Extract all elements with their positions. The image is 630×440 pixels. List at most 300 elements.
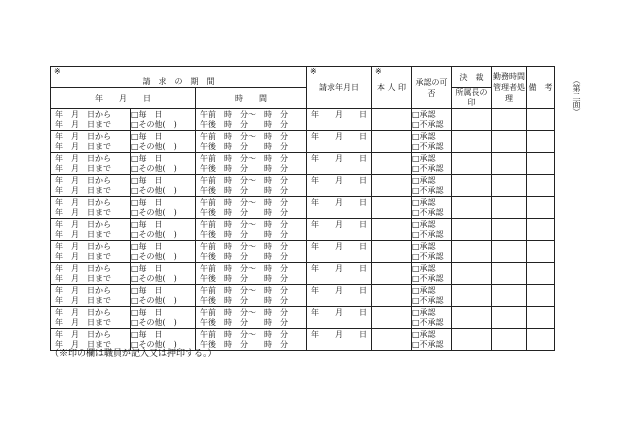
approval-cell[interactable] [412,197,452,219]
seal-cell-bottom [372,208,411,218]
remarks-cell-bottom [527,318,554,328]
remarks-cell-top [527,220,554,230]
seal-cell-bottom [372,164,411,174]
frequency-cell-top: □毎 日 [131,241,163,251]
frequency-cell[interactable] [131,153,196,175]
approval-cell[interactable] [412,329,452,351]
approval-cell[interactable] [412,307,452,329]
remarks-cell[interactable] [527,285,555,307]
decision-cell-top [452,198,491,208]
remarks-cell[interactable] [527,197,555,219]
date-range-cell-top: 年 月 日から [55,219,111,229]
decision-cell[interactable] [452,263,492,285]
time-range-cell-bottom: 午後 時 分 時 分 [200,317,288,327]
work-manager-cell-top [492,198,526,208]
date-range-cell-bottom: 年 月 日まで [55,229,111,239]
time-range-cell-top: 午前 時 分～ 時 分 [200,329,288,339]
decision-cell-bottom [452,208,491,218]
remarks-cell-bottom [527,274,554,284]
seal-cell-bottom [372,274,411,284]
request-date-cell-bottom [311,296,371,306]
decision-header: 決 裁 [452,67,492,88]
date-range-cell-top: 年 月 日から [55,329,111,339]
approval-cell-top: □承認 [412,285,436,295]
time-range-cell[interactable] [196,153,307,175]
request-date-cell-top: 年 月 日 [311,197,367,207]
approval-cell-bottom: □不承認 [412,317,444,327]
approval-cell-top: □承認 [412,197,436,207]
frequency-cell[interactable] [131,131,196,153]
approval-cell-top: □承認 [412,263,436,273]
seal-label: 本 人 印 [376,83,407,92]
seal-header [372,67,412,109]
frequency-cell-bottom: □その他( ) [131,141,177,151]
decision-cell[interactable] [452,175,492,197]
request-date-cell-bottom [311,142,371,152]
time-range-cell[interactable] [196,197,307,219]
work-manager-cell-bottom [492,296,526,306]
frequency-cell[interactable] [131,285,196,307]
time-subheader: 時 間 [196,88,307,109]
seal-cell-top [372,154,411,164]
seal-cell-bottom [372,318,411,328]
date-range-cell-top: 年 月 日から [55,109,111,119]
seal-cell[interactable] [372,285,412,307]
date-range-cell[interactable] [51,197,131,219]
remarks-cell-top [527,198,554,208]
date-range-cell-bottom: 年 月 日まで [55,251,111,261]
frequency-cell-bottom: □その他( ) [131,251,177,261]
frequency-cell[interactable] [131,219,196,241]
footnote: （※印の欄は職員が記入又は押印する。） [50,349,217,359]
frequency-cell-top: □毎 日 [131,307,163,317]
decision-cell-bottom [452,120,491,130]
time-range-cell[interactable] [196,131,307,153]
request-date-cell-top: 年 月 日 [311,329,367,339]
approval-cell-top: □承認 [412,329,436,339]
time-range-cell-top: 午前 時 分～ 時 分 [200,131,288,141]
time-range-cell-bottom: 午後 時 分 時 分 [200,141,288,151]
work-manager-cell[interactable] [492,329,527,351]
seal-cell-top [372,286,411,296]
seal-cell-bottom [372,186,411,196]
decision-cell[interactable] [452,329,492,351]
request-date-cell-top: 年 月 日 [311,285,367,295]
remarks-cell-top [527,308,554,318]
date-range-cell[interactable] [51,175,131,197]
request-date-cell-bottom [311,120,371,130]
request-date-cell[interactable] [307,131,372,153]
frequency-cell-bottom: □その他( ) [131,185,177,195]
date-range-cell[interactable] [51,263,131,285]
decision-cell[interactable] [452,131,492,153]
approval-cell[interactable] [412,153,452,175]
remarks-cell[interactable] [527,241,555,263]
request-date-cell[interactable] [307,109,372,131]
request-date-cell[interactable] [307,175,372,197]
request-date-cell-bottom [311,340,371,350]
request-date-header [307,67,372,109]
frequency-cell[interactable] [131,197,196,219]
work-manager-cell-bottom [492,142,526,152]
time-range-cell-bottom: 午後 時 分 時 分 [200,251,288,261]
date-range-cell-bottom: 年 月 日まで [55,207,111,217]
request-date-cell-top: 年 月 日 [311,263,367,273]
work-manager-cell-bottom [492,340,526,350]
decision-cell-top [452,132,491,142]
request-date-cell-bottom [311,230,371,240]
decision-cell-bottom [452,164,491,174]
decision-cell[interactable] [452,241,492,263]
frequency-cell-bottom: □その他( ) [131,273,177,283]
work-manager-cell[interactable] [492,241,527,263]
table-row [51,131,572,153]
remarks-cell-top [527,176,554,186]
frequency-cell[interactable] [131,241,196,263]
frequency-cell-top: □毎 日 [131,197,163,207]
time-range-cell-bottom: 午後 時 分 時 分 [200,295,288,305]
seal-cell[interactable] [372,109,412,131]
decision-cell-top [452,308,491,318]
time-range-cell[interactable] [196,175,307,197]
request-date-cell[interactable] [307,263,372,285]
frequency-cell-top: □毎 日 [131,175,163,185]
frequency-cell-top: □毎 日 [131,131,163,141]
date-range-cell-bottom: 年 月 日まで [55,339,111,349]
period-title: 請 求 の 期 間 [142,77,215,86]
date-range-cell[interactable] [51,131,131,153]
request-date-cell-bottom [311,164,371,174]
seal-cell-top [372,242,411,252]
decision-cell-bottom [452,296,491,306]
date-range-cell-top: 年 月 日から [55,263,111,273]
time-range-cell[interactable] [196,109,307,131]
seal-cell[interactable] [372,329,412,351]
request-date-cell[interactable] [307,153,372,175]
seal-cell-top [372,330,411,340]
remarks-cell[interactable] [527,131,555,153]
request-date-cell-bottom [311,208,371,218]
request-date-cell[interactable] [307,307,372,329]
request-date-cell[interactable] [307,329,372,351]
approval-cell-bottom: □不承認 [412,207,444,217]
work-manager-cell[interactable] [492,197,527,219]
request-date-cell-top: 年 月 日 [311,131,367,141]
time-range-cell-bottom: 午後 時 分 時 分 [200,229,288,239]
mark-period: ※ [54,67,61,76]
date-range-cell-top: 年 月 日から [55,131,111,141]
remarks-cell-bottom [527,296,554,306]
work-manager-cell-bottom [492,230,526,240]
request-date-label: 請求年月日 [319,83,359,92]
approval-cell-top: □承認 [412,219,436,229]
request-date-cell-bottom [311,252,371,262]
remarks-cell[interactable] [527,307,555,329]
seal-cell-top [372,220,411,230]
decision-cell[interactable] [452,153,492,175]
date-range-cell[interactable] [51,307,131,329]
seal-cell-bottom [372,230,411,240]
date-subheader: 年 月 日 [51,88,196,109]
request-date-cell-top: 年 月 日 [311,307,367,317]
work-manager-cell-top [492,308,526,318]
remarks-cell-bottom [527,142,554,152]
remarks-cell-top [527,110,554,120]
seal-cell-top [372,176,411,186]
time-range-cell-top: 午前 時 分～ 時 分 [200,219,288,229]
frequency-cell[interactable] [131,109,196,131]
approval-cell-bottom: □不承認 [412,141,444,151]
decision-cell[interactable] [452,219,492,241]
decision-cell-bottom [452,230,491,240]
decision-cell[interactable] [452,307,492,329]
request-date-cell[interactable] [307,197,372,219]
decision-cell[interactable] [452,109,492,131]
decision-cell-bottom [452,252,491,262]
approval-cell-bottom: □不承認 [412,185,444,195]
frequency-cell-top: □毎 日 [131,329,163,339]
request-date-cell[interactable] [307,219,372,241]
work-manager-cell-bottom [492,186,526,196]
time-range-cell-top: 午前 時 分～ 時 分 [200,109,288,119]
work-manager-cell-bottom [492,274,526,284]
remarks-header: 備 考 [527,67,555,109]
time-range-cell[interactable] [196,219,307,241]
approval-cell-top: □承認 [412,241,436,251]
work-manager-cell[interactable] [492,285,527,307]
remarks-cell-bottom [527,252,554,262]
approval-cell[interactable] [412,263,452,285]
remarks-cell[interactable] [527,175,555,197]
seal-cell-top [372,132,411,142]
table-row [51,153,572,175]
decision-cell-top [452,110,491,120]
time-range-cell-bottom: 午後 時 分 時 分 [200,163,288,173]
seal-cell[interactable] [372,197,412,219]
work-manager-cell-top [492,132,526,142]
approval-cell-bottom: □不承認 [412,339,444,349]
remarks-cell-bottom [527,164,554,174]
date-range-cell-bottom: 年 月 日まで [55,295,111,305]
table-row [51,307,572,329]
remarks-cell-top [527,132,554,142]
time-range-cell[interactable] [196,263,307,285]
remarks-cell[interactable] [527,109,555,131]
time-range-cell-bottom: 午後 時 分 時 分 [200,273,288,283]
decision-cell-bottom [452,340,491,350]
time-range-cell[interactable] [196,241,307,263]
time-range-cell-top: 午前 時 分～ 時 分 [200,153,288,163]
decision-cell-top [452,220,491,230]
request-date-cell-top: 年 月 日 [311,175,367,185]
mark-seal: ※ [375,67,382,76]
frequency-cell-bottom: □その他( ) [131,119,177,129]
work-manager-cell-bottom [492,252,526,262]
request-date-cell[interactable] [307,241,372,263]
seal-cell-top [372,198,411,208]
time-range-cell-bottom: 午後 時 分 時 分 [200,207,288,217]
seal-cell-bottom [372,120,411,130]
date-range-cell-bottom: 年 月 日まで [55,119,111,129]
frequency-cell[interactable] [131,263,196,285]
approval-cell-bottom: □不承認 [412,295,444,305]
time-range-cell-top: 午前 時 分～ 時 分 [200,263,288,273]
time-range-cell-top: 午前 時 分～ 時 分 [200,241,288,251]
remarks-cell[interactable] [527,263,555,285]
work-manager-cell-top [492,110,526,120]
table-row [51,285,572,307]
seal-cell[interactable] [372,131,412,153]
seal-cell-bottom [372,296,411,306]
table-row [51,175,572,197]
work-manager-cell-top [492,330,526,340]
frequency-cell-bottom: □その他( ) [131,339,177,349]
remarks-cell-bottom [527,186,554,196]
seal-cell-bottom [372,340,411,350]
date-range-cell[interactable] [51,219,131,241]
decision-cell-top [452,264,491,274]
work-manager-cell-top [492,154,526,164]
approval-cell[interactable] [412,219,452,241]
approval-cell[interactable] [412,131,452,153]
approval-cell-bottom: □不承認 [412,119,444,129]
request-date-cell-top: 年 月 日 [311,153,367,163]
work-manager-cell[interactable] [492,131,527,153]
approval-cell[interactable] [412,241,452,263]
mark-request-date: ※ [310,67,317,76]
request-date-cell-top: 年 月 日 [311,241,367,251]
remarks-cell-bottom [527,230,554,240]
seal-cell-top [372,264,411,274]
table-row [51,263,572,285]
work-manager-header: 勤務時間管理者処理 [492,67,527,109]
work-manager-cell[interactable] [492,263,527,285]
work-manager-cell-top [492,286,526,296]
decision-cell[interactable] [452,197,492,219]
time-range-cell[interactable] [196,285,307,307]
time-range-cell[interactable] [196,307,307,329]
frequency-cell-bottom: □その他( ) [131,207,177,217]
date-range-cell-top: 年 月 日から [55,285,111,295]
request-date-cell-top: 年 月 日 [311,109,367,119]
date-range-cell-bottom: 年 月 日まで [55,317,111,327]
frequency-cell[interactable] [131,307,196,329]
seal-cell[interactable] [372,241,412,263]
remarks-cell-bottom [527,120,554,130]
approval-cell-bottom: □不承認 [412,273,444,283]
request-form-table [50,66,572,351]
time-range-cell-top: 午前 時 分～ 時 分 [200,197,288,207]
remarks-cell-bottom [527,208,554,218]
period-header [51,67,307,88]
work-manager-cell-bottom [492,164,526,174]
table-row [51,219,572,241]
request-date-cell-top: 年 月 日 [311,219,367,229]
frequency-cell[interactable] [131,175,196,197]
frequency-cell-bottom: □その他( ) [131,229,177,239]
seal-cell[interactable] [372,263,412,285]
date-range-cell[interactable] [51,285,131,307]
date-range-cell[interactable] [51,241,131,263]
work-manager-cell-bottom [492,208,526,218]
decision-cell-top [452,242,491,252]
seal-cell-bottom [372,142,411,152]
seal-cell-top [372,308,411,318]
work-manager-cell[interactable] [492,307,527,329]
remarks-cell-bottom [527,340,554,350]
work-manager-cell-bottom [492,318,526,328]
frequency-cell-bottom: □その他( ) [131,317,177,327]
work-manager-cell[interactable] [492,219,527,241]
approval-cell[interactable] [412,285,452,307]
remarks-cell-top [527,242,554,252]
decision-cell[interactable] [452,285,492,307]
side-gap [555,67,572,351]
date-range-cell[interactable] [51,109,131,131]
date-range-cell-bottom: 年 月 日まで [55,163,111,173]
approval-cell-bottom: □不承認 [412,229,444,239]
work-manager-cell[interactable] [492,175,527,197]
time-range-cell-top: 午前 時 分～ 時 分 [200,285,288,295]
approval-cell[interactable] [412,109,452,131]
time-range-cell-top: 午前 時 分～ 時 分 [200,175,288,185]
date-range-cell-bottom: 年 月 日まで [55,141,111,151]
decision-sub-header: 所属長の印 [452,88,492,109]
frequency-cell-top: □毎 日 [131,153,163,163]
work-manager-cell[interactable] [492,109,527,131]
date-range-cell-top: 年 月 日から [55,175,111,185]
frequency-cell-top: □毎 日 [131,263,163,273]
remarks-cell-top [527,330,554,340]
time-range-cell-top: 午前 時 分～ 時 分 [200,307,288,317]
decision-cell-top [452,286,491,296]
frequency-cell-top: □毎 日 [131,219,163,229]
side-page-label: （第二面） [572,76,581,116]
table-row [51,197,572,219]
remarks-cell[interactable] [527,219,555,241]
date-range-cell-bottom: 年 月 日まで [55,273,111,283]
table-row [51,241,572,263]
request-date-cell[interactable] [307,285,372,307]
remarks-cell[interactable] [527,153,555,175]
seal-cell[interactable] [372,153,412,175]
date-range-cell-top: 年 月 日から [55,153,111,163]
approval-cell-top: □承認 [412,109,436,119]
seal-cell[interactable] [372,175,412,197]
decision-cell-bottom [452,186,491,196]
decision-cell-top [452,330,491,340]
approval-cell-top: □承認 [412,307,436,317]
approval-cell[interactable] [412,175,452,197]
decision-cell-bottom [452,274,491,284]
decision-cell-bottom [452,318,491,328]
date-range-cell[interactable] [51,153,131,175]
decision-cell-bottom [452,142,491,152]
seal-cell-bottom [372,252,411,262]
seal-cell[interactable] [372,307,412,329]
frequency-cell-bottom: □その他( ) [131,295,177,305]
seal-cell[interactable] [372,219,412,241]
date-range-cell-top: 年 月 日から [55,197,111,207]
remarks-cell-top [527,264,554,274]
work-manager-cell-top [492,220,526,230]
seal-cell-top [372,110,411,120]
approval-cell-bottom: □不承認 [412,251,444,261]
approval-cell-bottom: □不承認 [412,163,444,173]
remarks-cell-top [527,286,554,296]
remarks-cell[interactable] [527,329,555,351]
work-manager-cell[interactable] [492,153,527,175]
